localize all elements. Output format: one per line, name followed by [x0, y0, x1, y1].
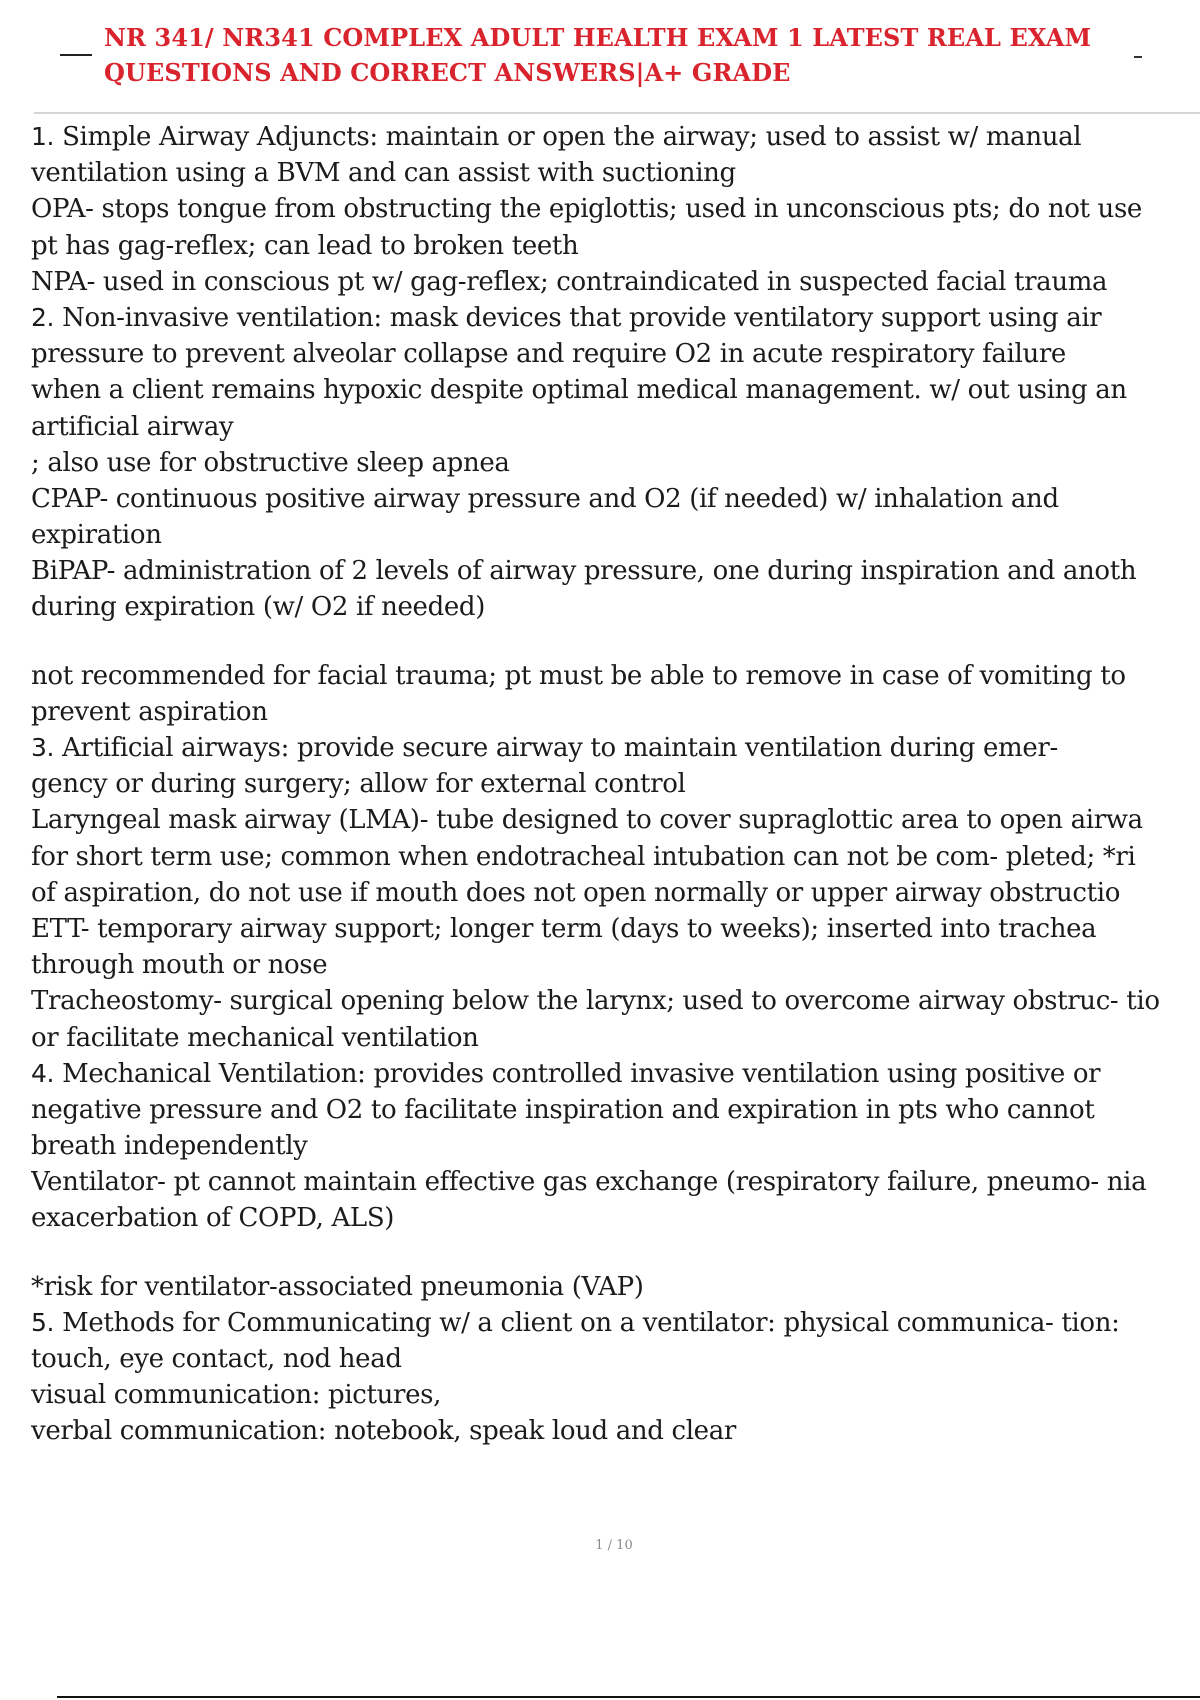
text-line: pt has gag-reflex; can lead to broken teeth	[31, 230, 579, 261]
text-line: of aspiration, do not use if mouth does not open normally or upper airway obstructio	[31, 877, 1121, 908]
text-line: through mouth or nose	[31, 950, 328, 981]
text-line: artificial airway	[31, 411, 234, 442]
text-line: gency or during surgery; allow for external control	[31, 769, 686, 800]
footer-divider	[57, 1696, 1200, 1698]
text-line: pressure to prevent alveolar collapse and require O2 in acute respiratory failure	[31, 339, 1066, 370]
text-line: NPA- used in conscious pt w/ gag-reflex; contraindicated in suspected facial trauma	[31, 266, 1108, 297]
text-line	[31, 119, 1200, 155]
paragraph-gap	[31, 1237, 1200, 1269]
text-line: ventilation using a BVM and can assist with suctioning	[31, 158, 736, 189]
text-line: *risk for ventilator-associated pneumonia (VAP)	[31, 1271, 644, 1302]
text-line: expiration	[31, 520, 162, 551]
text-line: Laryngeal mask airway (LMA)- tube designed to cover supraglottic area to open airwa	[31, 805, 1143, 836]
text-line: ETT- temporary airway support; longer term (days to weeks); inserted into trachea	[31, 913, 1097, 944]
document-title-line-2: QUESTIONS AND CORRECT ANSWERS|A+ GRADE	[104, 58, 791, 87]
item-heading-text: Non-invasive ventilation: mask devices that provide ventilatory support using air	[54, 302, 1102, 333]
header-divider	[34, 112, 1200, 114]
item-number: 3.	[31, 733, 55, 762]
text-line: when a client remains hypoxic despite optimal medical management. w/ out using an	[31, 375, 1127, 406]
paragraph-gap	[31, 626, 1200, 658]
document-header	[0, 18, 1200, 98]
item-number: 4.	[31, 1058, 55, 1088]
text-line: touch, eye contact, nod head	[31, 1344, 402, 1374]
text-line: negative pressure and O2 to facilitate inspiration and expiration in pts who cannot	[31, 1094, 1095, 1125]
item-heading-text: Methods for Communicating w/ a client on a ventilator: physical communica- tion:	[54, 1307, 1120, 1338]
text-line: ; also use for obstructive sleep apnea	[31, 447, 510, 478]
text-line: visual communication: pictures,	[31, 1380, 442, 1411]
text-line: breath independently	[31, 1131, 308, 1162]
item-number: 1.	[31, 122, 55, 151]
text-line: verbal communication: notebook, speak loud and clear	[31, 1416, 736, 1447]
text-line	[31, 730, 1200, 766]
text-line: Tracheostomy- surgical opening below the larynx; used to overcome airway obstruc- tio	[31, 986, 1160, 1017]
header-dash-left	[60, 54, 92, 56]
text-line: exacerbation of COPD, ALS)	[31, 1203, 395, 1234]
text-line	[31, 1056, 1200, 1092]
text-line: prevent aspiration	[31, 696, 268, 727]
text-line	[31, 1305, 1200, 1341]
text-line: for short term use; common when endotracheal intubation can not be com- pleted; *ri	[31, 841, 1136, 872]
text-line: during expiration (w/ O2 if needed)	[31, 592, 485, 623]
item-heading-text: Simple Airway Adjuncts: maintain or open the airway; used to assist w/ manual	[54, 122, 1082, 152]
text-line: CPAP- continuous positive airway pressure and O2 (if needed) w/ inhalation and	[31, 483, 1059, 514]
header-dash-right	[1134, 56, 1142, 58]
item-number: 2.	[31, 302, 55, 332]
item-number: 5.	[31, 1307, 55, 1337]
item-heading-text: Mechanical Ventilation: provides controlled invasive ventilation using positive or	[54, 1058, 1101, 1089]
document-title	[104, 20, 1104, 90]
document-title-line-1: NR 341/ NR341 COMPLEX ADULT HEALTH EXAM 1 LATEST REAL EXAM	[104, 23, 1092, 52]
text-line	[31, 300, 1200, 336]
document-body	[31, 119, 1200, 1450]
text-line: not recommended for facial trauma; pt must be able to remove in case of vomiting to	[31, 660, 1126, 691]
text-line: OPA- stops tongue from obstructing the epiglottis; used in unconscious pts; do not use	[31, 194, 1142, 225]
item-heading-text: Artificial airways: provide secure airway to maintain ventilation during emer-	[54, 733, 1058, 763]
text-line: BiPAP- administration of 2 levels of airway pressure, one during inspiration and anoth	[31, 556, 1137, 587]
text-line: Ventilator- pt cannot maintain effective gas exchange (respiratory failure, pneumo- nia	[31, 1167, 1147, 1198]
text-line: or facilitate mechanical ventilation	[31, 1022, 479, 1053]
page-number: 1 / 10	[595, 1538, 633, 1553]
